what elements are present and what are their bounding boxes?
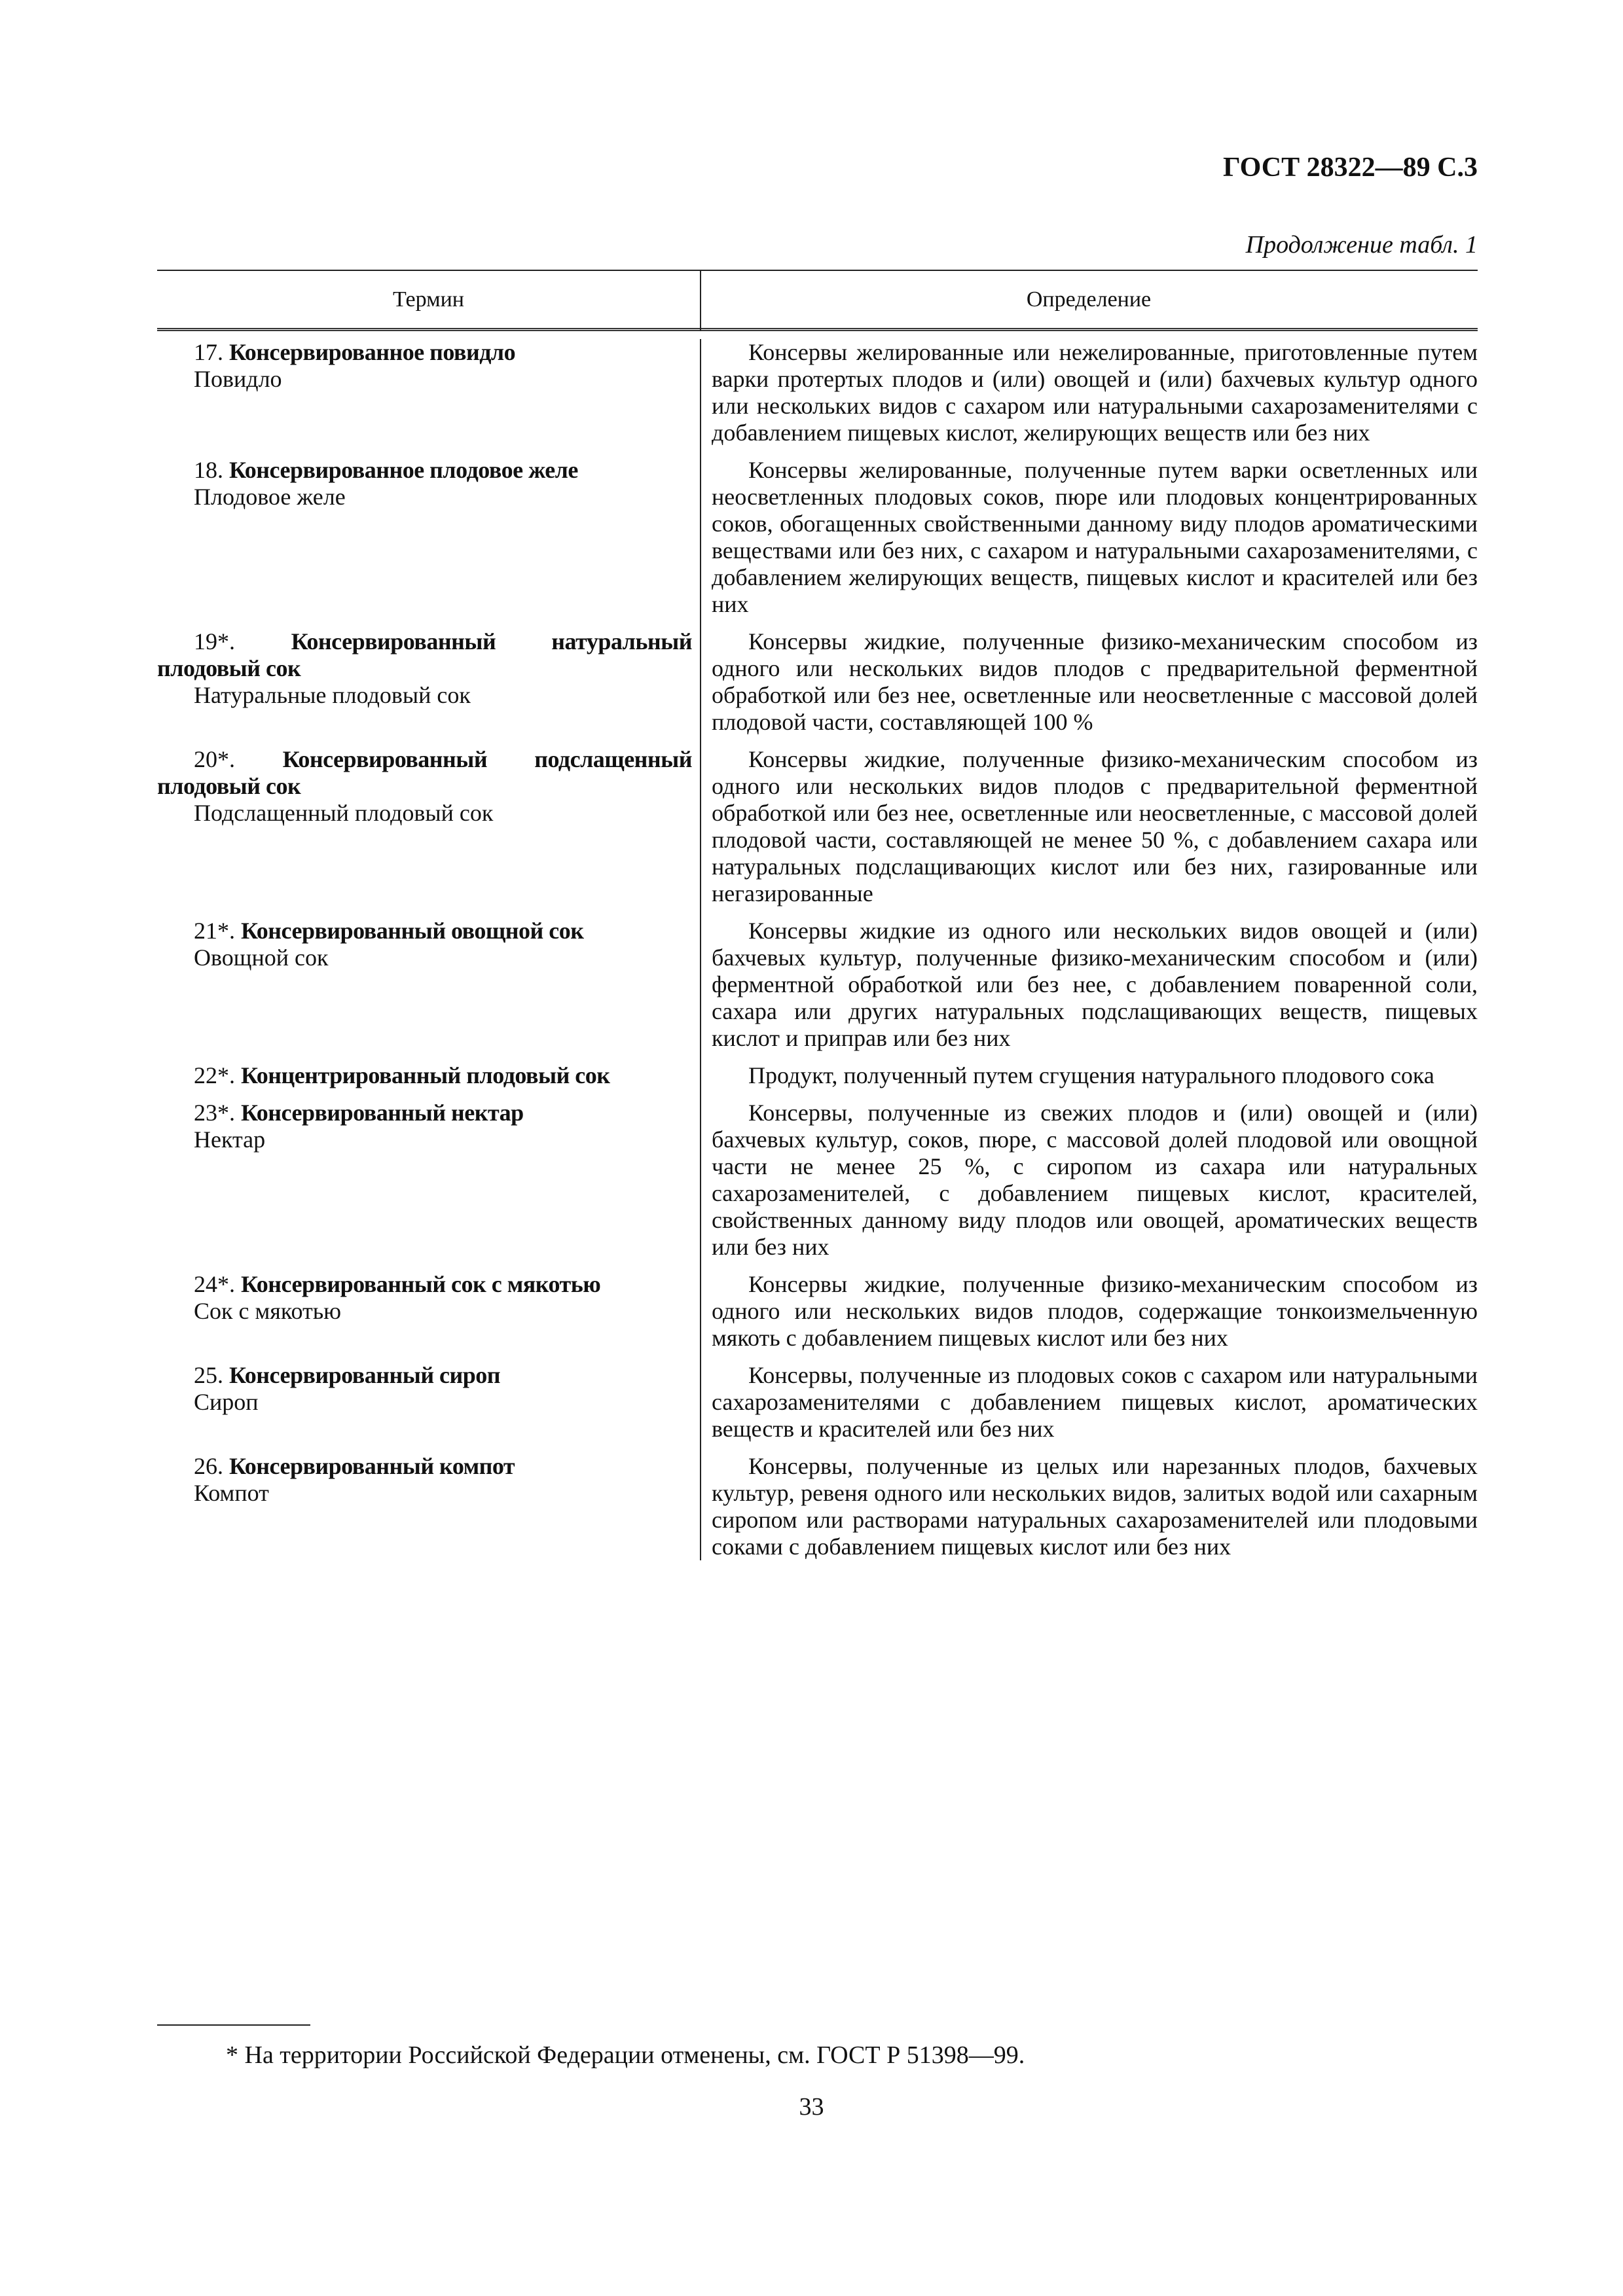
term-title <box>157 1271 692 1298</box>
term-short-form: Сок с мякотью <box>194 1298 342 1324</box>
table-row <box>157 1453 1478 1560</box>
term-short-form: Повидло <box>194 366 282 392</box>
footnote: * На территории Российской Федерации отменены, см. ГОСТ Р 51398—99. <box>226 2041 1025 2069</box>
term-cell <box>157 746 700 827</box>
term-number: 21*. <box>194 918 235 944</box>
document-code: ГОСТ 28322—89 С.3 <box>1222 152 1478 183</box>
term-cell <box>157 1100 700 1153</box>
term-title <box>157 339 692 366</box>
term-number: 22*. <box>194 1062 235 1088</box>
term-cell <box>157 339 700 393</box>
table-continuation-label: Продолжение табл. 1 <box>1245 231 1478 259</box>
term-short-form: Натуральные плодовый сок <box>194 682 471 708</box>
definition-cell: Консервы жидкие, полученные физико-механическим способом из одного или нескольких видов плодов с предварительной ферментной обработкой или без нее, осветленные или неосветленные с массовой долей плодовой части, составляющей 100 % <box>712 628 1478 735</box>
term-short-form: Подслащенный плодовый сок <box>194 800 494 826</box>
term-number: 23*. <box>194 1100 235 1126</box>
definition-cell: Консервы желированные, полученные путем варки осветленных или неосветленных плодовых соков, пюре или плодовых концентрированных соков, обогащенных свойственными данному виду плодов ароматическими веществами или без них, с сахаром и натуральными сахарозаменителями, с добавлением желирующих веществ, пищевых кислот и красителей или без них <box>712 457 1478 617</box>
term-name: Консервированный компот <box>229 1453 515 1479</box>
table-row <box>157 457 1478 618</box>
table-body <box>157 339 1478 1560</box>
term-cell <box>157 1271 700 1325</box>
table-row <box>157 1062 1478 1089</box>
term-number: 20*. <box>194 746 235 772</box>
term-name: Консервированный сироп <box>229 1362 501 1388</box>
term-number: 19*. <box>194 628 235 655</box>
term-title <box>157 457 692 484</box>
column-header-definition: Определение <box>1026 287 1152 312</box>
term-name: Консервированный нектар <box>241 1100 524 1126</box>
column-divider <box>700 271 701 331</box>
table-row <box>157 1271 1478 1352</box>
definition-cell: Консервы желированные или нежелированные, приготовленные путем варки протертых плодов и (или) овощей и (или) бахчевых культур одного или нескольких видов с сахаром или натуральными сахарозаменителями с добавлением пищевых кислот, желирующих веществ или без них <box>712 339 1478 446</box>
term-cell <box>157 457 700 511</box>
term-cell <box>157 628 700 709</box>
table-row <box>157 918 1478 1052</box>
term-title <box>157 1062 692 1089</box>
definition-cell: Консервы, полученные из свежих плодов и (или) овощей и (или) бахчевых культур, соков, пюре, с массовой долей плодовой или овощной части не менее 25 %, с сиропом из сахара или натуральных сахарозаменителей, с добавлением пищевых кислот, красителей, свойственных данному виду плодов или овощей, ароматических веществ или без них <box>712 1100 1478 1260</box>
term-title <box>157 1100 692 1126</box>
column-header-term: Термин <box>393 287 464 312</box>
term-cell <box>157 1453 700 1507</box>
term-title <box>157 1453 692 1480</box>
table-row <box>157 1100 1478 1261</box>
definition-cell: Консервы жидкие, полученные физико-механическим способом из одного или нескольких видов плодов, содержащие тонкоизмельченную мякоть с добавлением пищевых кислот или без них <box>712 1271 1478 1351</box>
term-name: Консервированный сок с мякотью <box>241 1271 601 1297</box>
term-cell <box>157 1062 700 1089</box>
table-header <box>157 270 1478 331</box>
term-cell <box>157 1362 700 1416</box>
term-number: 24*. <box>194 1271 235 1297</box>
term-short-form: Овощной сок <box>194 944 329 971</box>
term-short-form: Плодовое желе <box>194 484 346 510</box>
term-name: Консервированный натуральный плодовый сок <box>157 628 692 681</box>
definition-cell: Консервы жидкие из одного или нескольких видов овощей и (или) бахчевых культур, полученные физико-механическим способом и (или) ферментной обработкой или без нее, с добавлением поваренной соли, сахара или других натуральных подслащивающих веществ, пищевых кислот и приправ или без них <box>712 918 1478 1051</box>
definition-cell: Консервы, полученные из плодовых соков с сахаром или натуральными сахарозаменителями с добавлением пищевых кислот, ароматических веществ и красителей или без них <box>712 1362 1478 1442</box>
terms-table <box>157 270 1478 1560</box>
term-name: Консервированный подслащенный плодовый сок <box>157 746 692 799</box>
footnote-rule <box>157 2024 310 2026</box>
term-title <box>157 918 692 944</box>
term-short-form: Сироп <box>194 1389 259 1415</box>
term-cell <box>157 918 700 971</box>
definition-cell: Продукт, полученный путем сгущения натурального плодового сока <box>748 1062 1434 1088</box>
term-number: 25. <box>194 1362 223 1388</box>
term-name: Консервированное повидло <box>229 339 516 365</box>
term-title <box>157 628 692 682</box>
term-short-form: Нектар <box>194 1126 266 1153</box>
term-short-form: Компот <box>194 1480 269 1506</box>
term-name: Концентрированный плодовый сок <box>241 1062 610 1088</box>
table-row <box>157 339 1478 446</box>
definition-cell: Консервы жидкие, полученные физико-механическим способом из одного или нескольких видов плодов с предварительной ферментной обработкой или без нее, осветленные или неосветленные, с массовой долей плодовой части, составляющей не менее 50 %, с добавлением сахара или натуральных подслащивающих кислот или без них, газированные или негазированные <box>712 746 1478 906</box>
table-row <box>157 746 1478 907</box>
page-number: 33 <box>799 2093 824 2121</box>
term-number: 18. <box>194 457 223 483</box>
column-divider <box>700 339 701 1560</box>
term-number: 26. <box>194 1453 223 1479</box>
term-name: Консервированный овощной сок <box>241 918 584 944</box>
term-name: Консервированное плодовое желе <box>229 457 578 483</box>
term-title <box>157 1362 692 1389</box>
term-title <box>157 746 692 800</box>
table-row <box>157 1362 1478 1443</box>
table-row <box>157 628 1478 736</box>
definition-cell: Консервы, полученные из целых или нарезанных плодов, бахчевых культур, ревеня одного или нескольких видов, залитых водой или сахарным сиропом или растворами натуральных сахарозаменителей или плодовыми соками с добавлением пищевых кислот или без них <box>712 1453 1478 1560</box>
term-number: 17. <box>194 339 223 365</box>
